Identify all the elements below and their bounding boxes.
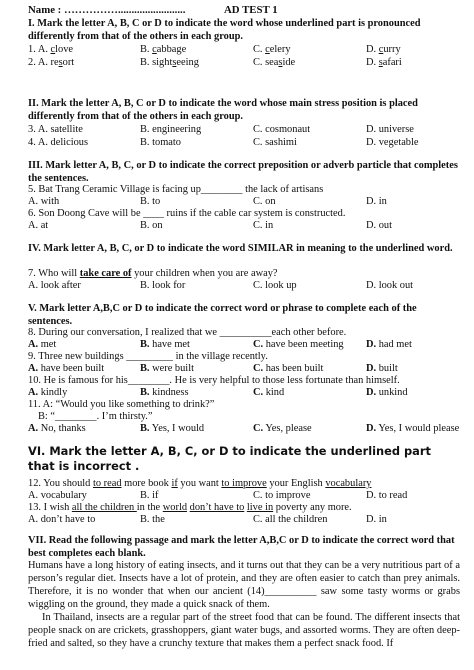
q4-option-d: D. vegetable <box>366 137 419 148</box>
q7-option-b: B. look for <box>140 280 186 291</box>
q8-option-c: C. have been meeting <box>253 339 344 350</box>
test-title: AD TEST 1 <box>224 4 278 16</box>
q12-option-c: C. to improve <box>253 490 311 501</box>
q7-option-c: C. look up <box>253 280 297 291</box>
question-11-line-b: B: “________. I’m thirsty.” <box>38 411 153 422</box>
q9-option-d: D. built <box>366 363 398 374</box>
q3-option-d: D. universe <box>366 124 414 135</box>
q3-option-b: B. engineering <box>140 124 202 135</box>
q5-option-b: B. to <box>140 196 161 207</box>
q10-option-b: B. kindness <box>140 387 189 398</box>
q12-option-b: B. if <box>140 490 159 501</box>
question-9: 9. Three new buildings _________ in the village recently. <box>28 351 268 362</box>
question-5: 5. Bat Trang Ceramic Village is facing up________ the lack of artisans <box>28 184 324 195</box>
q13-option-a: A. don’t have to <box>28 514 96 525</box>
question-10: 10. He is famous for his________. He is very helpful to those less fortunate than himself. <box>28 375 400 386</box>
q8-option-a: A. met <box>28 339 57 350</box>
q10-option-c: C. kind <box>253 387 285 398</box>
q6-option-a: A. at <box>28 220 49 231</box>
passage-paragraph-2: In Thailand, insects are a regular part of the street food that can be found. The different insects that people snack on are crickets, grasshoppers, giant water bugs, and assorted worms. They are often deep-fried and salted, so they have a crunchy texture that makes them a perfect snack food. If <box>28 612 460 649</box>
name-label: Name : ……………......................... <box>28 4 186 16</box>
section-2-instruction: II. Mark the letter A, B, C or D to indicate the word whose main stress position is placed differently from that of the others in each group. <box>28 98 418 122</box>
q13-option-c: C. all the children <box>253 514 328 525</box>
q9-option-a: A. have been built <box>28 363 105 374</box>
q1-option-a: 1. A. clove <box>28 44 74 55</box>
q2-option-a: 2. A. resort <box>28 57 75 68</box>
q4-option-b: B. tomato <box>140 137 181 148</box>
q10-option-d: D. unkind <box>366 387 408 398</box>
section-1-instruction: I. Mark the letter A, B, C or D to indicate the word whose underlined part is pronounced differently from that of the others in each group. <box>28 18 421 42</box>
q2-option-b: B. sightseeing <box>140 57 199 68</box>
question-12: 12. You should to read more book if you want to improve your English vocabulary <box>28 478 372 489</box>
q7-option-d: D. look out <box>366 280 414 291</box>
q3-option-a: 3. A. satellite <box>28 124 83 135</box>
q9-option-c: C. has been built <box>253 363 324 374</box>
section-7-instruction: VII. Read the following passage and mark the letter A,B,C or D to indicate the correct word that best completes each blank. <box>28 535 455 559</box>
q1-option-d: D. curry <box>366 44 401 55</box>
q10-option-a: A. kindly <box>28 387 68 398</box>
question-11-line-a: 11. A: “Would you like something to drink?” <box>28 399 215 410</box>
q4-option-a: 4. A. delicious <box>28 137 89 148</box>
q4-option-c: C. sashimi <box>253 137 297 148</box>
question-6: 6. Son Doong Cave will be ____ ruins if the cable car system is constructed. <box>28 208 346 219</box>
section-5-instruction: V. Mark letter A,B,C or D to indicate the correct word or phrase to complete each of the sentences. <box>28 303 417 327</box>
q11-option-c: C. Yes, please <box>253 423 312 434</box>
q2-option-d: D. safari <box>366 57 402 68</box>
q9-option-b: B. were built <box>140 363 194 374</box>
section-4-instruction: IV. Mark letter A, B, C, or D to indicate the word SIMILAR in meaning to the underlined word. <box>28 243 453 254</box>
q1-option-b: B. cabbage <box>140 44 187 55</box>
q12-option-a: A. vocabulary <box>28 490 87 501</box>
question-8: 8. During our conversation, I realized that we __________each other before. <box>28 327 347 338</box>
q13-option-b: B. the <box>140 514 165 525</box>
q13-option-d: D. in <box>366 514 387 525</box>
q11-option-d: D. Yes, I would please <box>366 423 460 434</box>
q12-option-d: D. to read <box>366 490 408 501</box>
passage-paragraph-1: Humans have a long history of eating insects, and it turns out that they can be a very nutritious part of a person’s regular diet. Insects have a lot of protein, and they are often easier to catch than prey animals. Therefore, it is no wonder that when our ancient (14)__________ saw some tasty worms or grabs wiggling on the ground, they made a quick snack of them. <box>28 560 460 610</box>
section-6-instruction: VI. Mark the letter A, B, C, or D to indicate the underlined part that is incorrect . <box>28 444 431 473</box>
q11-option-b: B. Yes, I would <box>140 423 205 434</box>
q3-option-c: C. cosmonaut <box>253 124 311 135</box>
q5-option-c: C. on <box>253 196 276 207</box>
q7-underlined: take care of <box>79 268 132 279</box>
question-7: 7. Who will take care of your children when you are away? <box>28 268 278 279</box>
section-3-instruction: III. Mark letter A, B, C, or D to indicate the correct preposition or adverb particle that completes the sentences. <box>28 160 458 184</box>
question-13: 13. I wish all the children in the world don’t have to live in poverty any more. <box>28 502 352 513</box>
q5-option-a: A. with <box>28 196 60 207</box>
header <box>28 4 468 17</box>
q2-option-c: C. seaside <box>253 57 296 68</box>
q8-option-b: B. have met <box>140 339 190 350</box>
q7-option-a: A. look after <box>28 280 81 291</box>
q6-option-b: B. on <box>140 220 163 231</box>
q6-option-d: D. out <box>366 220 392 231</box>
q8-option-d: D. had met <box>366 339 412 350</box>
q5-option-d: D. in <box>366 196 387 207</box>
q11-option-a: A. No, thanks <box>28 423 86 434</box>
q1-option-c: C. celery <box>253 44 291 55</box>
q6-option-c: C. in <box>253 220 274 231</box>
